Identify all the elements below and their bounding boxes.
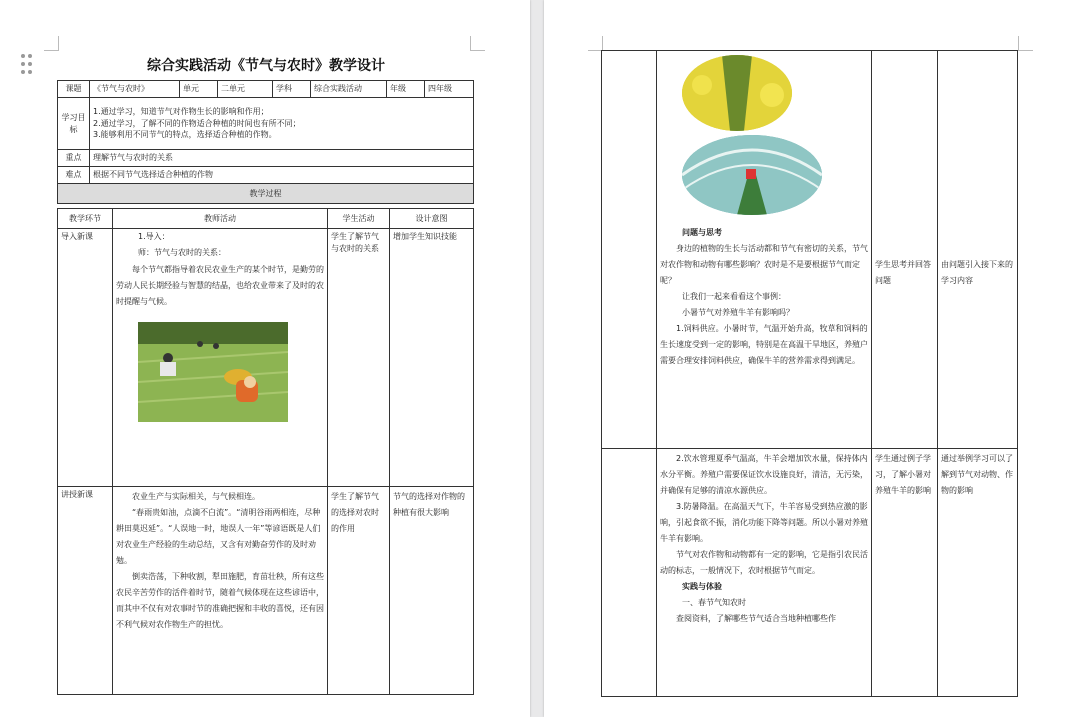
teacher-text: 1.饲料供应。小暑时节，气温开始升高，牧草和饲料的生长速度受到一定的影响，特别是在高温干旱地区，养殖户需要合理安排饲料供应，确保牛羊的营养需求得到满足。 bbox=[660, 324, 868, 365]
unit-label: 单元 bbox=[180, 81, 218, 98]
teacher-activity-cell bbox=[113, 229, 328, 487]
keypoint-value: 理解节气与农时的关系 bbox=[90, 150, 474, 167]
crop-mark bbox=[1018, 36, 1033, 51]
unit-value: 二单元 bbox=[218, 81, 273, 98]
crop-mark bbox=[470, 36, 485, 51]
design-intent-cell: 由问题引入接下来的学习内容 bbox=[938, 51, 1018, 449]
teacher-text: 3.防暑降温。在高温天气下，牛羊容易受到热应激的影响，引起食欲不振，消化功能下降等问题。所以小暑对养殖牛羊有影响。 bbox=[660, 502, 868, 543]
goal-item: 3.能够利用不同节气的特点，选择适合种植的作物。 bbox=[93, 130, 277, 140]
rapeseed-field-image bbox=[682, 55, 792, 131]
goals-list bbox=[90, 98, 474, 150]
process-table bbox=[57, 208, 474, 695]
section-heading-practice: 实践与体验 bbox=[682, 582, 722, 591]
column-header: 教学环节 bbox=[58, 209, 113, 229]
process-table-continued bbox=[601, 50, 1018, 697]
document-page-1 bbox=[0, 0, 530, 717]
teacher-activity-cell bbox=[113, 487, 328, 695]
goal-item: 2.通过学习，了解不同的作物适合种植的时间也有所不同； bbox=[93, 118, 301, 128]
subject-label: 学科 bbox=[273, 81, 311, 98]
teacher-activity-cell bbox=[657, 51, 872, 449]
teacher-text: 让我们一起来看看这个事例： bbox=[682, 292, 786, 301]
drag-handle-icon[interactable] bbox=[21, 54, 35, 74]
teacher-text: 节气对农作物和动物都有一定的影响，它是指引农民活动的标志，一般情况下，农时根据节气而定。 bbox=[660, 550, 868, 575]
grade-label: 年级 bbox=[387, 81, 425, 98]
crop-mark bbox=[588, 36, 603, 51]
stage-cell: 讲授新课 bbox=[58, 487, 113, 695]
stage-cell: 导入新课 bbox=[58, 229, 113, 487]
document-title: 综合实践活动《节气与农时》教学设计 bbox=[147, 58, 385, 74]
teacher-activity-cell bbox=[657, 449, 872, 697]
greenhouse-image bbox=[682, 135, 822, 215]
teacher-text: 查阅资料，了解哪些节气适合当地种植哪些作 bbox=[676, 614, 836, 623]
section-heading-question: 问题与思考 bbox=[682, 228, 722, 237]
difficulty-value: 根据不同节气选择适合种植的作物 bbox=[90, 167, 474, 184]
teacher-text: 1.导入： bbox=[138, 232, 170, 241]
stage-cell bbox=[602, 449, 657, 697]
column-header: 学生活动 bbox=[328, 209, 390, 229]
document-page-2 bbox=[544, 0, 1080, 717]
student-activity-cell: 学生了解节气的选择对农时的作用 bbox=[328, 487, 390, 695]
design-intent-cell: 节气的选择对作物的种植有很大影响 bbox=[390, 487, 474, 695]
teacher-text: 小暑节气对养殖牛羊有影响吗？ bbox=[682, 308, 794, 317]
difficulty-label: 难点 bbox=[58, 167, 90, 184]
student-activity-cell: 学生思考并回答问题 bbox=[872, 51, 938, 449]
teacher-text: 2.饮水管理夏季气温高，牛羊会增加饮水量，保持体内水分平衡。养殖户需要保证饮水设施良好，清洁，无污染，并确保有足够的清凉水源供应。 bbox=[660, 454, 868, 495]
teacher-text: 倒卖浩荡，下种收割，犁田施肥，育苗壮秧，所有这些农民辛苦劳作的活件着时节，随着气候体现在这些谚语中，而其中不仅有对农事时节的准确把握和丰收的喜悦，还有因不利气候对农作物生产的担忧。 bbox=[116, 572, 324, 629]
rice-planting-image bbox=[138, 322, 288, 422]
topic-value: 《节气与农时》 bbox=[90, 81, 180, 98]
grade-value: 四年级 bbox=[425, 81, 474, 98]
student-activity-cell: 学生了解节气与农时的关系 bbox=[328, 229, 390, 487]
stage-cell bbox=[602, 51, 657, 449]
topic-label: 课题 bbox=[58, 81, 90, 98]
teacher-text: 身边的植物的生长与活动都和节气有密切的关系，节气对农作物和动物有哪些影响？农时是不是要根据节气而定呢？ bbox=[660, 244, 868, 285]
teacher-text: 师：节气与农时的关系： bbox=[138, 247, 226, 257]
teacher-text: 农业生产与实际相关，与气候相连。 bbox=[132, 492, 260, 501]
process-header: 教学过程 bbox=[58, 184, 474, 204]
student-activity-cell: 学生通过例子学习，了解小暑对养殖牛羊的影响 bbox=[872, 449, 938, 697]
design-intent-cell: 通过举例学习可以了解到节气对动物、作物的影响 bbox=[938, 449, 1018, 697]
teacher-text: 一、春节气知农时 bbox=[682, 598, 746, 607]
info-table bbox=[57, 80, 474, 204]
crop-mark bbox=[44, 36, 59, 51]
keypoint-label: 重点 bbox=[58, 150, 90, 167]
subject-value: 综合实践活动 bbox=[311, 81, 387, 98]
teacher-text: “春雨贵如油，点滴不白流”。“清明谷雨两相连，尽种耕田莫迟延”。“人误地一时，地误人一年”等谚语既是人们对农业生产经验的生动总结，又含有对勤奋劳作的及时劝勉。 bbox=[116, 508, 321, 565]
column-header: 设计意图 bbox=[390, 209, 474, 229]
column-header: 教师活动 bbox=[113, 209, 328, 229]
design-intent-cell: 增加学生知识技能 bbox=[390, 229, 474, 487]
teacher-text: 每个节气都指导着农民农业生产的某个时节，是勤劳的劳动人民长期经验与智慧的结晶，也给农业带来了及时的农时提醒与气候。 bbox=[116, 265, 324, 307]
goals-label: 学习目标 bbox=[58, 98, 90, 150]
goal-item: 1.通过学习，知道节气对作物生长的影响和作用； bbox=[93, 107, 269, 117]
